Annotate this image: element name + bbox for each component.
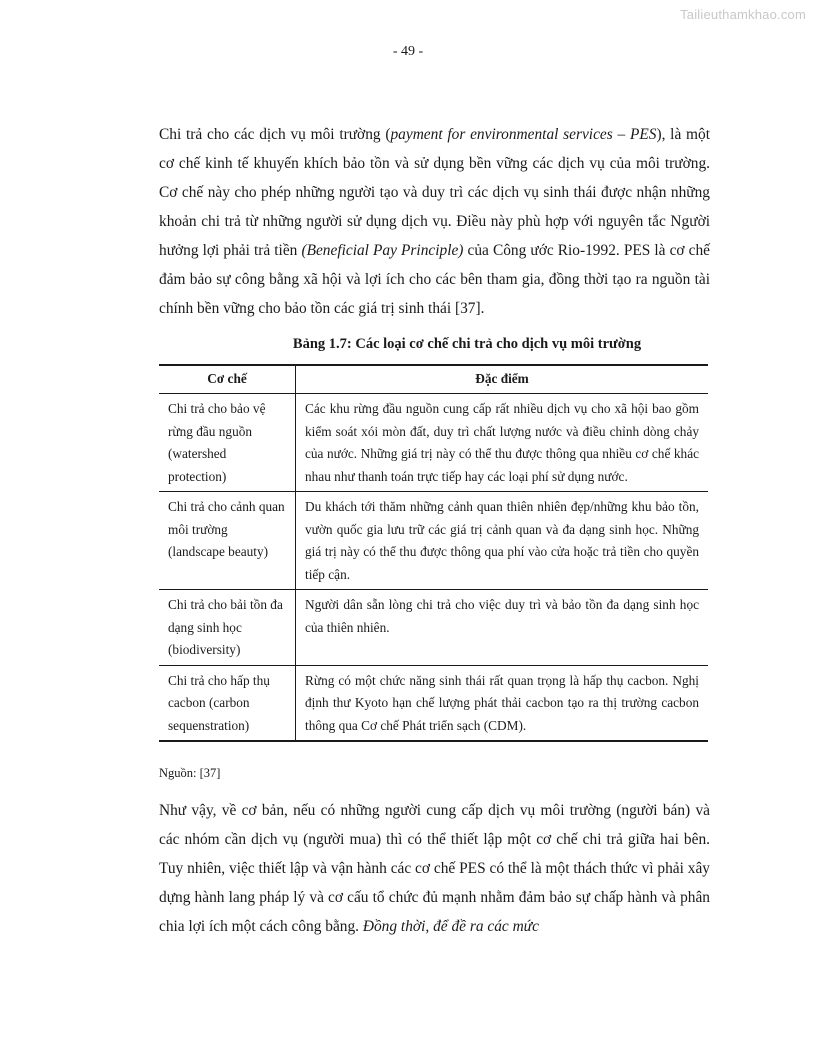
features-cell: Người dân sẵn lòng chi trả cho việc duy trì và bảo tồn đa dạng sinh học của thiên nhiên. <box>296 590 709 666</box>
intro-paragraph <box>159 120 710 323</box>
intro-term-pes: payment for environmental services – PES <box>390 126 657 143</box>
table-row <box>159 590 708 666</box>
conclusion-paragraph <box>159 796 710 941</box>
table-source: Nguồn: [37] <box>159 766 221 780</box>
intro-text-start: Chi trả cho các dịch vụ môi trường ( <box>159 126 391 143</box>
table-row <box>159 394 708 492</box>
mechanism-cell: Chi trả cho bải tồn đa dạng sinh học (biodiversity) <box>159 590 296 666</box>
conclusion-italic-text: Đồng thời, để đề ra các mức <box>362 918 539 935</box>
intro-text-middle: ), là một cơ chế kinh tế khuyến khích bảo tồn và sử dụng bền vững các dịch vụ của môi trường. Cơ chế này cho phép những người tạo và duy trì các dịch vụ sinh thái được nhận những khoản chi trả từ những người sử dụng dịch vụ. Điều này phù hợp với nguyên tắc Người hưởng lợi phải trả tiền <box>159 126 710 259</box>
header-mechanism: Cơ chế <box>159 365 296 394</box>
page-number: - 49 - <box>392 44 424 59</box>
table-header-row <box>159 365 708 394</box>
features-cell: Rừng có một chức năng sinh thái rất quan trọng là hấp thụ cacbon. Nghị định thư Kyoto hạn chế lượng phát thải cacbon tạo ra thị trường cacbon thông qua Cơ chế Phát triển sạch (CDM). <box>296 665 709 741</box>
table-caption: Bảng 1.7: Các loại cơ chế chi trả cho dịch vụ môi trường <box>292 336 642 352</box>
intro-term-principle: (Beneficial Pay Principle) <box>301 242 464 259</box>
table-row <box>159 665 708 741</box>
watermark: Tailieuthamkhao.com <box>680 7 806 22</box>
mechanism-cell: Chi trả cho hấp thụ cacbon (carbon sequenstration) <box>159 665 296 741</box>
header-features: Đặc điểm <box>296 365 709 394</box>
intro-text-end: của Công ước Rio-1992. PES là cơ chế đảm bảo sự công bằng xã hội và lợi ích cho các bên tham gia, đồng thời tạo ra nguồn tài chính bền vững cho bảo tồn các giá trị sinh thái [37]. <box>159 242 710 317</box>
pes-mechanism-table <box>159 364 708 742</box>
conclusion-text: Như vậy, về cơ bản, nếu có những người cung cấp dịch vụ môi trường (người bán) và các nhóm cần dịch vụ (người mua) thì có thể thiết lập một cơ chế chi trả giữa hai bên. Tuy nhiên, việc thiết lập và vận hành các cơ chế PES có thể là một thách thức vì phải xây dựng hành lang pháp lý và cơ cấu tổ chức đủ mạnh nhằm đảm bảo sự chấp hành và phân chia lợi ích một cách công bằng. <box>159 802 710 935</box>
features-cell: Du khách tới thăm những cảnh quan thiên nhiên đẹp/những khu bảo tồn, vườn quốc gia lưu trữ các giá trị cảnh quan và đa dạng sinh học. Những giá trị này có thể thu được thông qua phí vào cửa hoặc trả tiền cho quyền tiếp cận. <box>296 492 709 590</box>
mechanism-cell: Chi trả cho cảnh quan môi trường (landscape beauty) <box>159 492 296 590</box>
table-row <box>159 492 708 590</box>
features-cell: Các khu rừng đầu nguồn cung cấp rất nhiều dịch vụ cho xã hội bao gồm kiểm soát xói mòn đất, duy trì chất lượng nước và điều chỉnh dòng chảy của nước. Những giá trị này có thể thu được thông qua nhiều cơ chế khác nhau như thanh toán trực tiếp hay các loại phí sử dụng nước. <box>296 394 709 492</box>
mechanism-cell: Chi trả cho bảo vệ rừng đầu nguồn (watershed protection) <box>159 394 296 492</box>
